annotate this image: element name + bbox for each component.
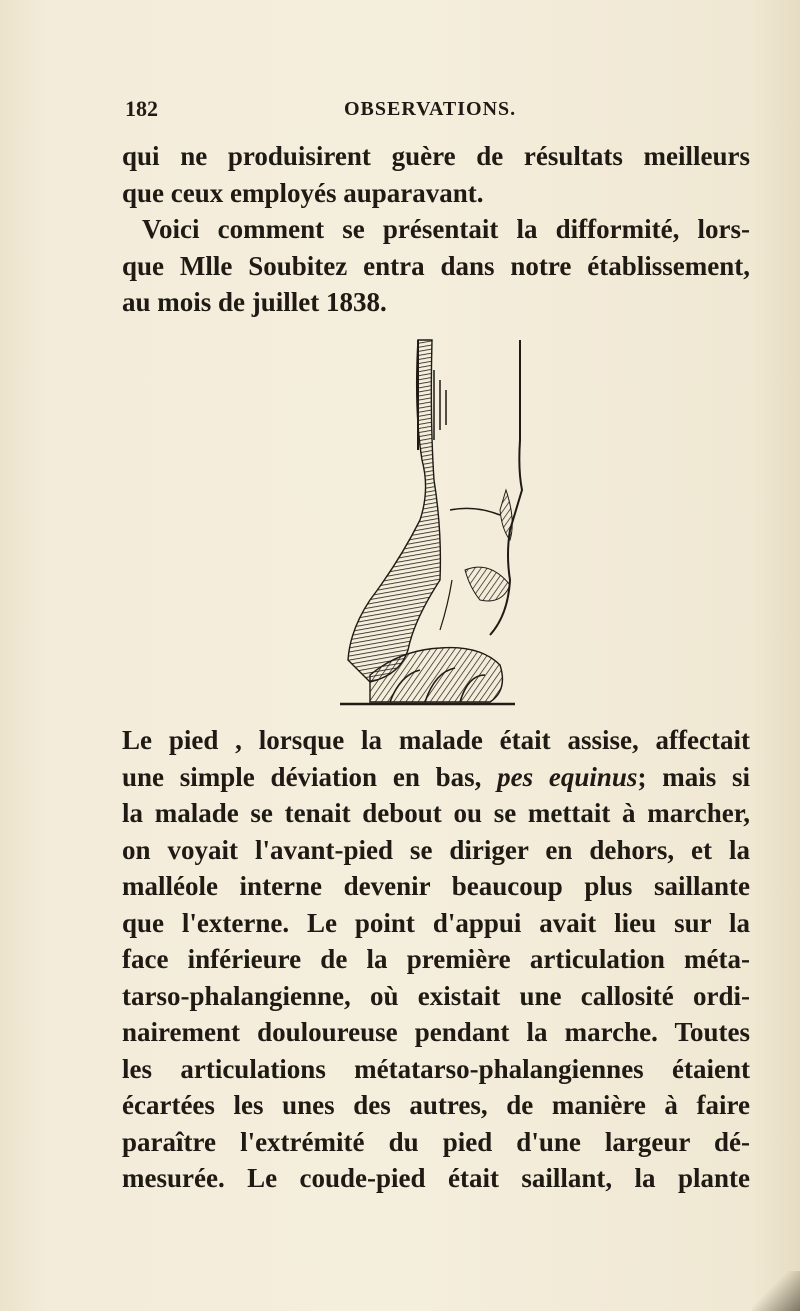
text-line: que l'externe. Le point d'appui avait lieu sur la <box>122 907 750 938</box>
text-line: malléole interne devenir beaucoup plus saillante <box>122 871 750 901</box>
page-number: 182 <box>125 96 158 121</box>
text-line: que Mlle Soubitez entra dans notre établissement, <box>122 250 750 281</box>
foot-illustration <box>330 330 530 710</box>
text-line: face inférieure de la première articulation méta- <box>122 944 750 974</box>
text-line-with-italic <box>122 759 750 796</box>
paragraph-top <box>122 138 750 321</box>
text-line: Voici comment se présentait la difformité, lors- <box>142 214 750 244</box>
text-line: écartées les unes des autres, de manière à faire <box>122 1090 750 1120</box>
text-line: au mois de juillet 1838. <box>122 287 387 317</box>
text-run: ; mais si <box>637 761 750 792</box>
text-line: les articulations métatarso-phalangiennes étaient <box>122 1053 750 1084</box>
equinus-foot-engraving-icon <box>330 330 530 710</box>
text-line: paraître l'extrémité du pied d'une largeur dé- <box>122 1126 750 1157</box>
italic-term: pes equinus <box>497 761 638 792</box>
text-line: on voyait l'avant-pied se diriger en dehors, et la <box>122 834 750 865</box>
text-line: Le pied , lorsque la malade était assise, affectait <box>122 725 750 755</box>
text-line: que ceux employés auparavant. <box>122 177 484 208</box>
text-line: nairement douloureuse pendant la marche. Toutes <box>122 1017 750 1047</box>
text-line: qui ne produisirent guère de résultats meilleurs <box>122 141 750 171</box>
running-head: OBSERVATIONS. <box>344 98 517 120</box>
page-corner-shadow <box>752 1271 800 1311</box>
paragraph-bottom <box>122 722 750 1197</box>
text-line: tarso-phalangienne, où existait une callosité ordi- <box>122 980 750 1011</box>
text-line: mesurée. Le coude-pied était saillant, la plante <box>122 1163 750 1193</box>
text-run: une simple déviation en bas, <box>122 761 498 792</box>
text-line: la malade se tenait debout ou se mettait à marcher, <box>122 798 750 828</box>
page-header <box>125 96 735 126</box>
